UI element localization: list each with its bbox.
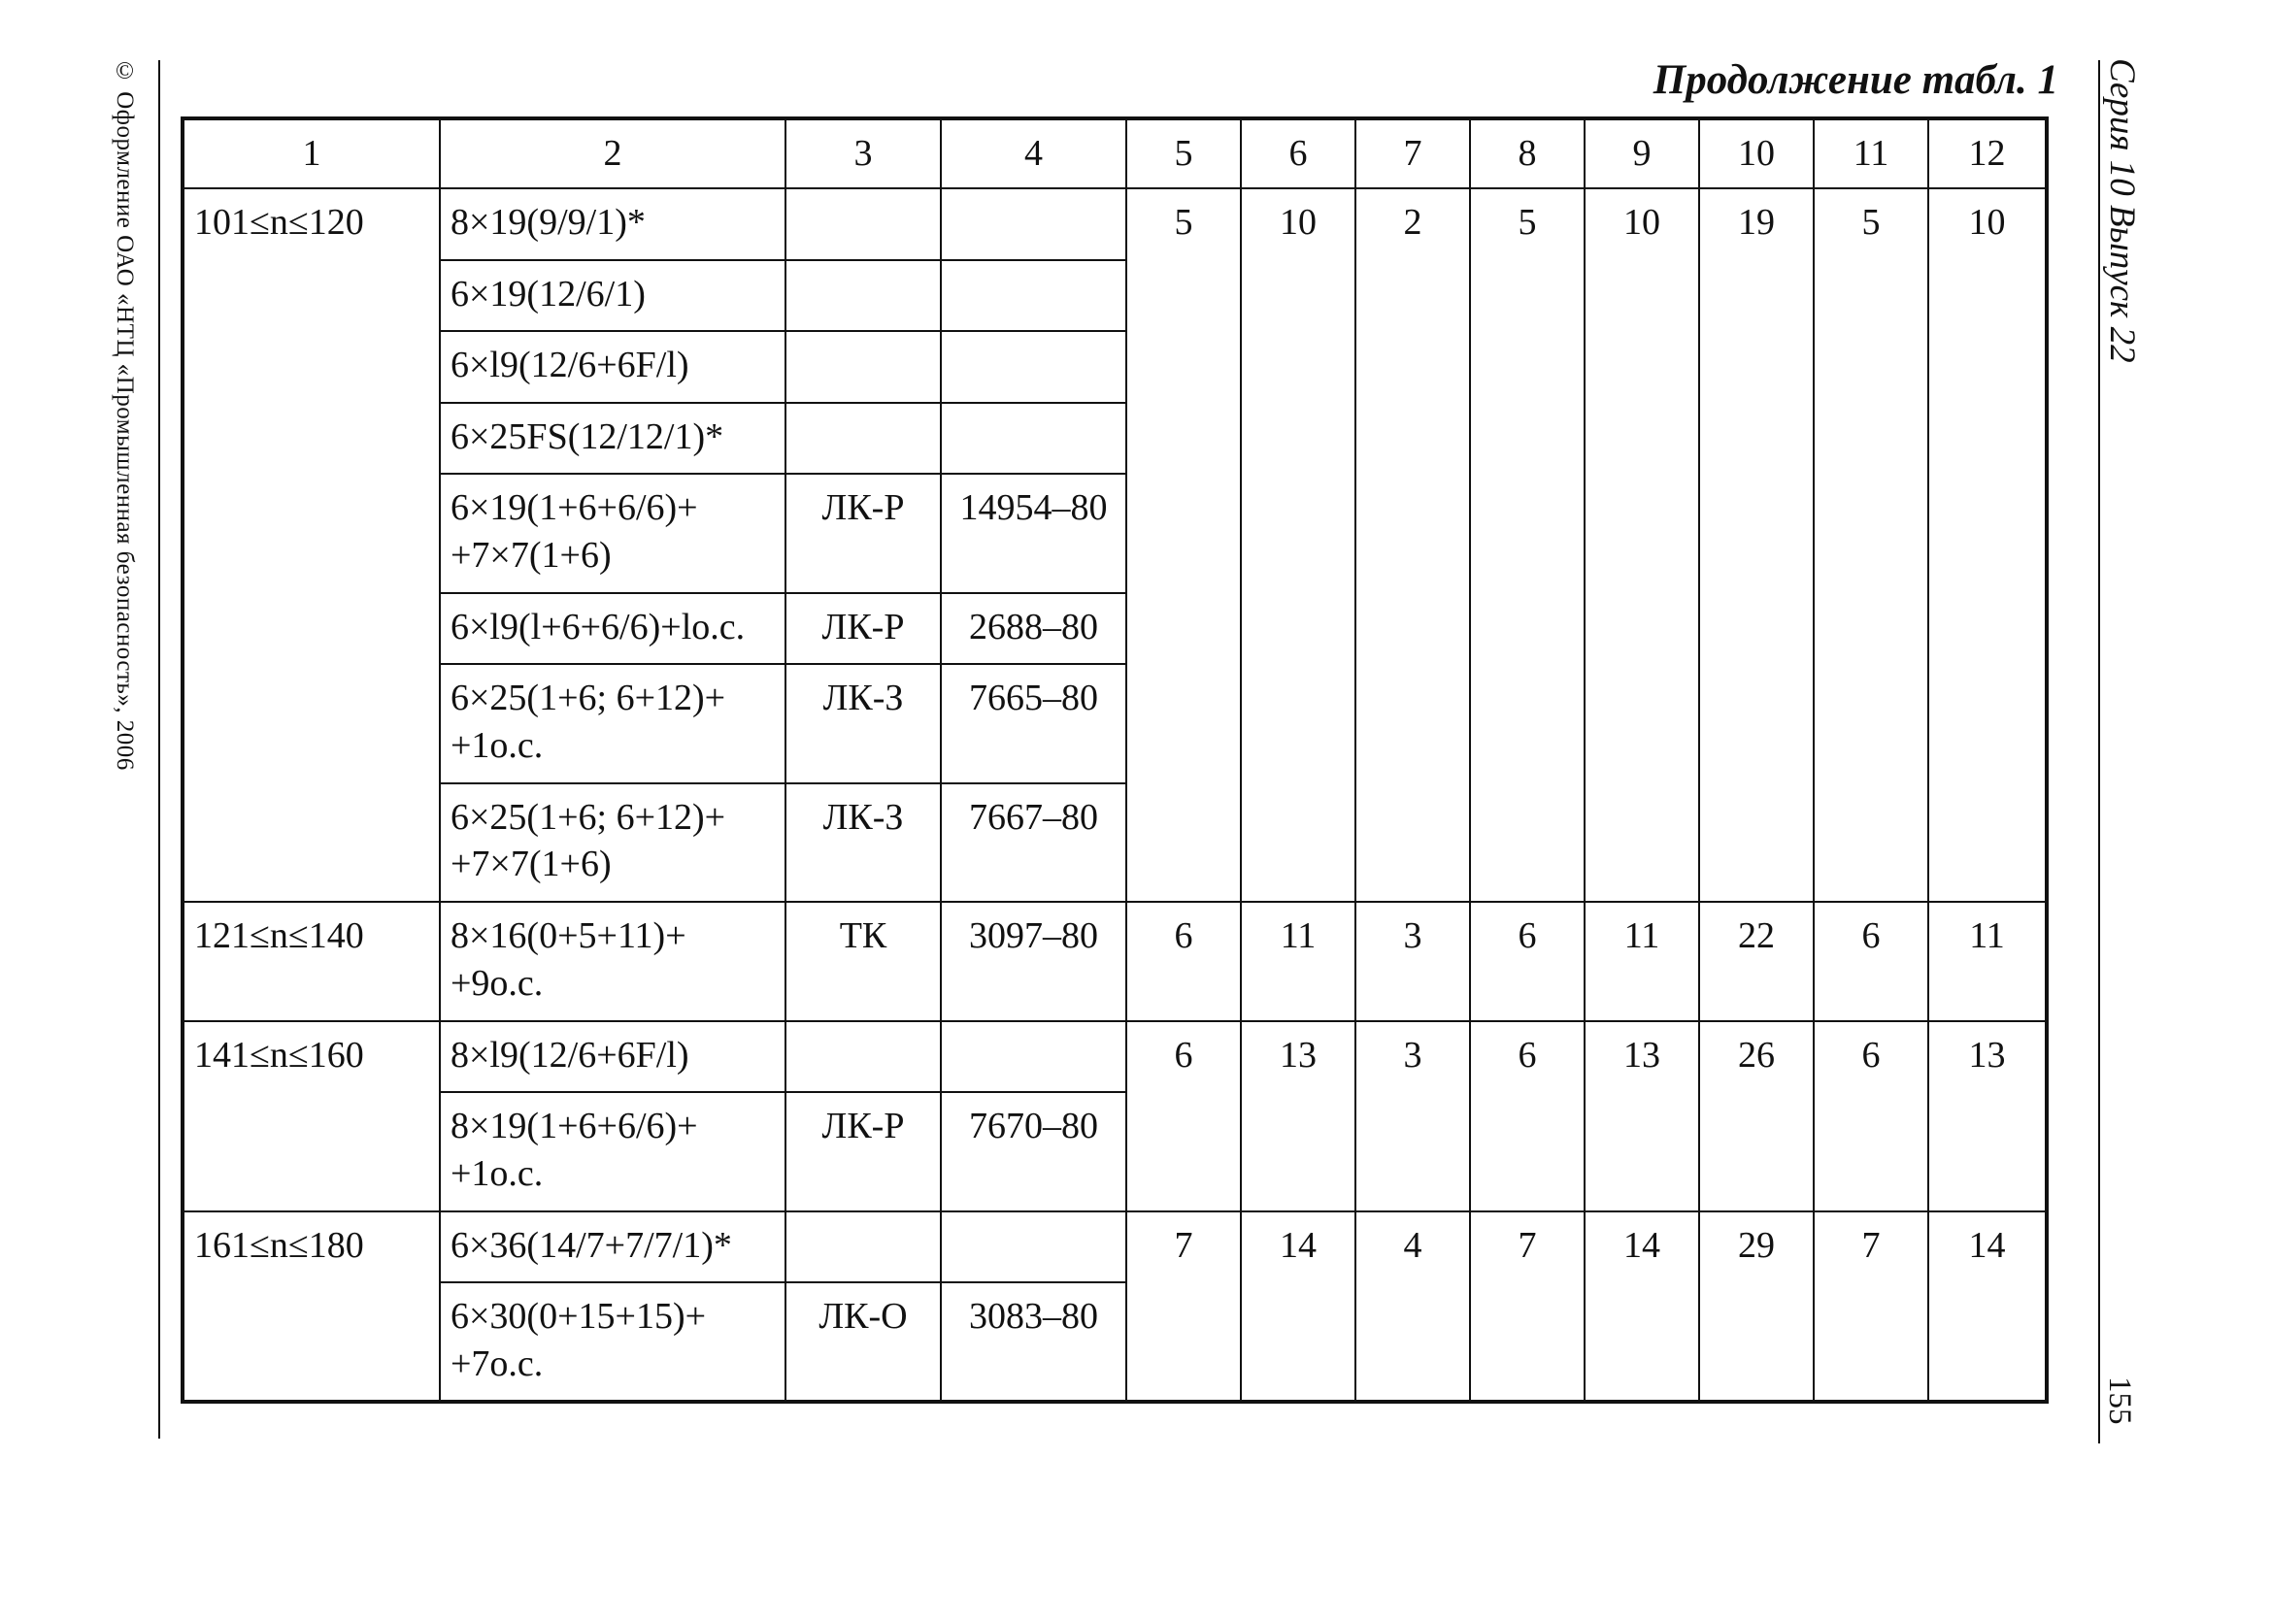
header-cell: 11 <box>1814 118 1928 188</box>
gost-cell: 2688–80 <box>941 593 1126 665</box>
value-cell: 11 <box>1928 902 2047 1021</box>
value-cell: 5 <box>1814 188 1928 902</box>
gost-cell: 7667–80 <box>941 783 1126 903</box>
header-cell: 6 <box>1241 118 1355 188</box>
rope-construction-cell: 6×19(1+6+6/6)+ +7×7(1+6) <box>440 474 785 593</box>
right-margin-rule <box>2098 60 2100 1443</box>
value-cell: 19 <box>1699 188 1814 902</box>
gost-cell <box>941 260 1126 332</box>
gost-cell <box>941 1211 1126 1283</box>
rope-type-cell: ЛК-З <box>785 783 941 903</box>
rope-construction-cell: 8×19(1+6+6/6)+ +1o.c. <box>440 1092 785 1211</box>
value-cell: 14 <box>1241 1211 1355 1402</box>
diameter-range-cell: 161≤n≤180 <box>183 1211 440 1402</box>
value-cell: 7 <box>1126 1211 1241 1402</box>
header-cell: 2 <box>440 118 785 188</box>
rope-type-cell: ТК <box>785 902 941 1021</box>
rope-type-cell <box>785 1211 941 1283</box>
rope-type-cell: ЛК-Р <box>785 1092 941 1211</box>
header-cell: 9 <box>1585 118 1699 188</box>
value-cell: 6 <box>1470 902 1585 1021</box>
table-row <box>183 1021 2047 1093</box>
rope-table-container <box>181 116 2045 1404</box>
value-cell: 6 <box>1126 902 1241 1021</box>
rope-type-cell <box>785 1021 941 1093</box>
rope-type-cell: ЛК-З <box>785 664 941 783</box>
gost-cell <box>941 188 1126 260</box>
value-cell: 2 <box>1355 188 1470 902</box>
header-cell: 1 <box>183 118 440 188</box>
header-cell: 12 <box>1928 118 2047 188</box>
value-cell: 14 <box>1585 1211 1699 1402</box>
value-cell: 10 <box>1241 188 1355 902</box>
value-cell: 13 <box>1241 1021 1355 1211</box>
value-cell: 29 <box>1699 1211 1814 1402</box>
value-cell: 11 <box>1241 902 1355 1021</box>
rope-construction-cell: 6×36(14/7+7/7/1)* <box>440 1211 785 1283</box>
header-cell: 4 <box>941 118 1126 188</box>
gost-cell: 14954–80 <box>941 474 1126 593</box>
diameter-range-cell: 141≤n≤160 <box>183 1021 440 1211</box>
rope-construction-cell: 6×l9(l+6+6/6)+lo.c. <box>440 593 785 665</box>
rope-construction-cell: 8×19(9/9/1)* <box>440 188 785 260</box>
rope-type-cell <box>785 260 941 332</box>
value-cell: 7 <box>1814 1211 1928 1402</box>
value-cell: 7 <box>1470 1211 1585 1402</box>
rope-type-cell <box>785 188 941 260</box>
table-row <box>183 1211 2047 1283</box>
rope-construction-cell: 6×25(1+6; 6+12)+ +7×7(1+6) <box>440 783 785 903</box>
rope-table <box>181 116 2049 1404</box>
value-cell: 13 <box>1585 1021 1699 1211</box>
copyright-credit: © Оформление ОАО «НТЦ «Промышленная безопасность», 2006 <box>112 58 138 771</box>
gost-cell <box>941 1021 1126 1093</box>
gost-cell <box>941 331 1126 403</box>
value-cell: 10 <box>1585 188 1699 902</box>
value-cell: 6 <box>1470 1021 1585 1211</box>
header-cell: 10 <box>1699 118 1814 188</box>
rope-construction-cell: 6×l9(12/6+6F/l) <box>440 331 785 403</box>
rope-construction-cell: 6×25(1+6; 6+12)+ +1o.c. <box>440 664 785 783</box>
value-cell: 3 <box>1355 1021 1470 1211</box>
value-cell: 6 <box>1126 1021 1241 1211</box>
gost-cell <box>941 403 1126 475</box>
value-cell: 4 <box>1355 1211 1470 1402</box>
header-cell: 7 <box>1355 118 1470 188</box>
page-number: 155 <box>2102 1376 2137 1425</box>
value-cell: 5 <box>1470 188 1585 902</box>
left-margin-rule <box>158 60 160 1439</box>
gost-cell: 7670–80 <box>941 1092 1126 1211</box>
diameter-range-cell: 101≤n≤120 <box>183 188 440 902</box>
value-cell: 3 <box>1355 902 1470 1021</box>
rope-construction-cell: 8×16(0+5+11)+ +9o.c. <box>440 902 785 1021</box>
series-label: Серия 10 Выпуск 22 <box>2102 58 2142 363</box>
rope-construction-cell: 8×l9(12/6+6F/l) <box>440 1021 785 1093</box>
header-row <box>183 118 2047 188</box>
value-cell: 22 <box>1699 902 1814 1021</box>
gost-cell: 7665–80 <box>941 664 1126 783</box>
value-cell: 26 <box>1699 1021 1814 1211</box>
header-cell: 3 <box>785 118 941 188</box>
value-cell: 6 <box>1814 1021 1928 1211</box>
rope-type-cell: ЛК-О <box>785 1282 941 1402</box>
gost-cell: 3097–80 <box>941 902 1126 1021</box>
gost-cell: 3083–80 <box>941 1282 1126 1402</box>
value-cell: 14 <box>1928 1211 2047 1402</box>
rope-construction-cell: 6×19(12/6/1) <box>440 260 785 332</box>
value-cell: 11 <box>1585 902 1699 1021</box>
table-row <box>183 188 2047 260</box>
value-cell: 13 <box>1928 1021 2047 1211</box>
rope-construction-cell: 6×30(0+15+15)+ +7o.c. <box>440 1282 785 1402</box>
rope-type-cell <box>785 331 941 403</box>
header-cell: 5 <box>1126 118 1241 188</box>
rope-type-cell: ЛК-Р <box>785 474 941 593</box>
rope-type-cell: ЛК-Р <box>785 593 941 665</box>
rope-type-cell <box>785 403 941 475</box>
value-cell: 5 <box>1126 188 1241 902</box>
diameter-range-cell: 121≤n≤140 <box>183 902 440 1021</box>
rope-construction-cell: 6×25FS(12/12/1)* <box>440 403 785 475</box>
table-caption: Продолжение табл. 1 <box>1653 57 2058 103</box>
table-row <box>183 902 2047 1021</box>
value-cell: 10 <box>1928 188 2047 902</box>
value-cell: 6 <box>1814 902 1928 1021</box>
header-cell: 8 <box>1470 118 1585 188</box>
